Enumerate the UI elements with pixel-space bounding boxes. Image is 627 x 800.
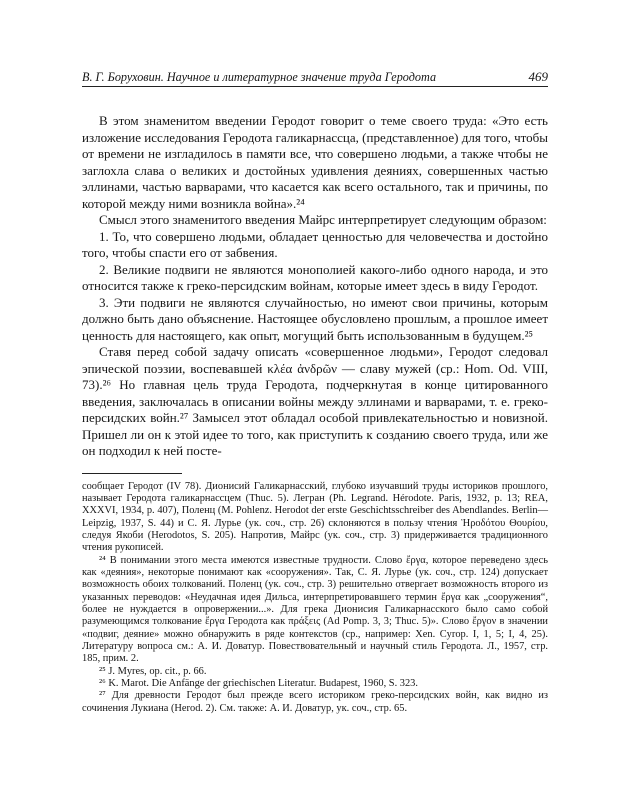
main-text xyxy=(82,113,548,460)
footnote-27: ²⁷ Для древности Геродот был прежде всего историком греко-персидских войн, как видно из сочинения Лукиана (Herod. 2). См. также: А. И. Доватур, ук. соч., стр. 65. xyxy=(82,690,548,714)
page-number: 469 xyxy=(528,69,548,84)
footnotes xyxy=(82,481,548,716)
paragraph-point-1: 1. То, что совершено людьми, обладает ценностью для человечества и достойно того, чтобы спасти его от забвения. xyxy=(82,228,548,260)
paragraph-point-2: 2. Великие подвиги не являются монополией какого-либо одного народа, и это относится также к греко-персидским войнам, которые имеет здесь в виду Геродот. xyxy=(82,261,548,293)
paragraph-main-purpose: Ставя перед собой задачу описать «совершенное людьми», Геродот следовал эпической поэзии, воспевавшей κλέα ἀνδρῶν — славу мужей (ср.: Hom. Od. VIII, 73).²⁶ Но главная цель труда Геродота, подчеркнутая в конце цитированного введения, заключалась в описании войны между эллинами и варварами, т. е. греко-персидских войн.²⁷ Замысел этот обладал особой привлекательностью и новизной. Пришел ли он к этой идее то того, как приступить к созданию своего труда, или же он подходил к ней посте- xyxy=(82,344,548,458)
footnote-24: ²⁴ В понимании этого места имеются известные трудности. Слово ἔργα, которое переведено здесь как «деяния», некоторые понимают как «сооружения». Так, С. Я. Лурье (ук. соч., стр. 124) допускает возможность обоих толкований. Поленц (ук. соч., стр. 3) решительно отвергает возможность второго из указанных переводов: «Неудачная идея Дильса, интерпретировавшего термин ἔργα как „сооружения“, более не нуждается в опровержении...». Для грека Дионисия Галикарнасского было само собой разумеющимся толкование ἔργα Геродота как πράξεις (Ad Pomp. 3, 3; Thuc. 5)». Слово ἔργον в значении «подвиг, деяние» можно обнаружить в ряде контекстов (ср., например: Xen. Cyrop. I, 1, 5; I, 4, 25). Литературу вопроса см.: А. И. Доватур. Повествовательный и научный стиль Геродота. Л., 1957, стр. 185, прим. 2. xyxy=(82,554,548,665)
footnote-divider xyxy=(82,473,182,474)
running-title: В. Г. Боруховин. Научное и литературное значение труда Геродота xyxy=(82,70,437,84)
paragraph-intro-quote: В этом знаменитом введении Геродот говорит о теме своего труда: «Это есть изложение исследования Геродота галикарнассца, (представленное) для того, чтобы от времени не изгладилось в памяти все, что совершено людьми, а также чтобы не заглохла слава о великих и достойных удивления деяниях, совершенных частью эллинами, частью варварами, что касается как всего остального, так и причины, по которой между ними возникла война».²⁴ xyxy=(82,113,548,211)
footnote-25: ²⁵ J. Myres, op. cit., p. 66. xyxy=(99,665,207,677)
running-head xyxy=(82,68,548,87)
paragraph-myres-interpretation: Смысл этого знаменитого введения Майрс интерпретирует следующим образом: xyxy=(99,212,547,227)
footnote-continued: сообщает Геродот (IV 78). Дионисий Галикарнасский, глубоко изучавший труды историков прошлого, называет Геродота галикарнассцем (Thuc. 5). Легран (Ph. Legrand. Hérodote. Paris, 1932, p. 13; REA, XXXVI, 1934, p. 407), Поленц (M. Pohlenz. Herodot der erste Geschichtsschreiber des Abendlandes. Berlin—Leipzig, 1937, S. 44) и С. Я. Лурье (ук. соч., стр. 26) склоняются в пользу чтения Ἡροδότου Θουρίου, следуя Якоби (Herodotos, S. 205). Напротив, Майрс (ук. соч., стр. 3) придерживается традиционного чтения рукописей. xyxy=(82,480,548,554)
book-page xyxy=(82,68,548,715)
footnote-26: ²⁶ K. Marot. Die Anfänge der griechischen Literatur. Budapest, 1960, S. 323. xyxy=(99,678,418,689)
paragraph-point-3: 3. Эти подвиги не являются случайностью, но имеют свои причины, которым должно быть дано объяснение. Настоящее обусловлено прошлым, а прошлое имеет ценность для настоящего, как опыт, могущий быть использованным в будущем.²⁵ xyxy=(82,294,548,343)
